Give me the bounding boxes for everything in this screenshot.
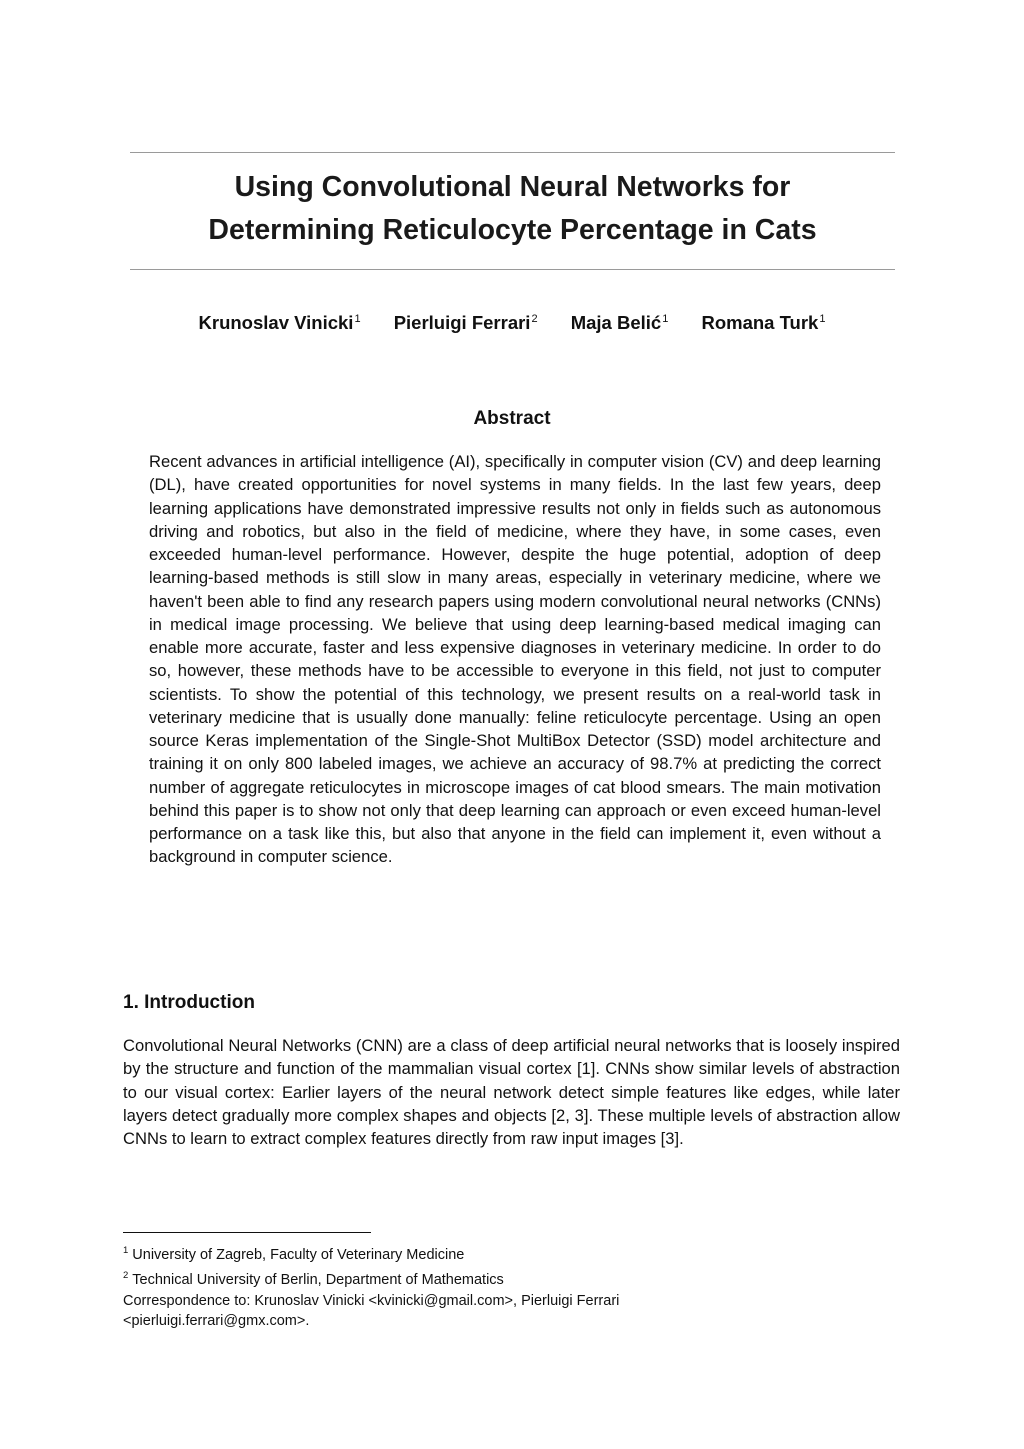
author-name: Pierluigi Ferrari	[393, 312, 531, 333]
footnote-rule	[123, 1232, 371, 1233]
author-name: Romana Turk	[701, 312, 819, 333]
correspondence-line-2: <pierluigi.ferrari@gmx.com>.	[123, 1313, 310, 1330]
author-name: Krunoslav Vinicki	[198, 312, 354, 333]
author-affiliation-mark: 2	[531, 313, 538, 325]
abstract-body: Recent advances in artificial intelligence (AI), specifically in computer vision (CV) and deep learning (DL), have created opportunities for novel systems in many fields. In the last few years, deep learning applications have demonstrated impressive results not only in fields such as autonomous driving and robotics, but also in the field of medicine, where they have, in some cases, even exceeded human-level performance. However, despite the huge potential, adoption of deep learning-based methods is still slow in many areas, especially in veterinary medicine, where we haven't been able to find any research papers using modern convolutional neural networks (CNNs) in medical image processing. We believe that using deep learning-based medical imaging can enable more accurate, faster and less expensive diagnoses in veterinary medicine. In order to do so, however, these methods have to be accessible to everyone in this field, not just to computer scientists. To show the potential of this technology, we present results on a real-world task in veterinary medicine that is usually done manually: feline reticulocyte percentage. Using an open source Keras implementation of the Single-Shot MultiBox Detector (SSD) model architecture and training it on only 800 labeled images, we achieve an accuracy of 98.7% at predicting the correct number of aggregate reticulocytes in microscope images of cat blood smears. The main motivation behind this paper is to show not only that deep learning can approach or even exceed human-level performance on a task like this, but also that anyone in the field can implement it, even without a background in computer science.	[149, 452, 881, 867]
author-affiliation-mark: 1	[662, 313, 669, 325]
author-name: Maja Belić	[570, 312, 662, 333]
author-affiliation-mark: 1	[354, 313, 361, 325]
introduction-heading: 1. Introduction	[123, 992, 255, 1013]
introduction-body: Convolutional Neural Networks (CNN) are a class of deep artificial neural networks that is loosely inspired by the structure and function of the mammalian visual cortex [1]. CNNs show similar levels of abstraction to our visual cortex: Earlier layers of the neural network detect simple features like edges, while later layers detect gradually more complex shapes and objects [2, 3]. These multiple levels of abstraction allow CNNs to learn to extract complex features directly from raw input images [3].	[123, 1036, 900, 1149]
footnote-mark: 1	[123, 1245, 129, 1256]
author-2	[394, 306, 538, 336]
author-1	[199, 306, 361, 336]
footnotes	[123, 1241, 900, 1332]
abstract-heading: Abstract	[473, 408, 551, 429]
paper-title	[130, 166, 895, 252]
author-list	[0, 306, 1024, 336]
title-rule-top	[130, 152, 895, 153]
title-rule-bottom	[130, 269, 895, 270]
author-affiliation-mark: 1	[819, 313, 826, 325]
footnote-text: University of Zagreb, Faculty of Veterinary Medicine	[132, 1247, 465, 1263]
correspondence-line-1: Correspondence to: Krunoslav Vinicki <kvinicki@gmail.com>, Pierluigi Ferrari	[123, 1292, 620, 1309]
paper-title-line-2: Determining Reticulocyte Percentage in Cats	[208, 214, 817, 246]
author-4	[701, 306, 825, 336]
footnote-text: Technical University of Berlin, Department of Mathematics	[132, 1271, 504, 1288]
paper-title-line-1: Using Convolutional Neural Networks for	[234, 171, 791, 203]
footnote-2	[123, 1266, 900, 1291]
author-3	[571, 306, 669, 336]
footnote-1	[123, 1241, 900, 1266]
footnote-mark: 2	[123, 1269, 129, 1281]
